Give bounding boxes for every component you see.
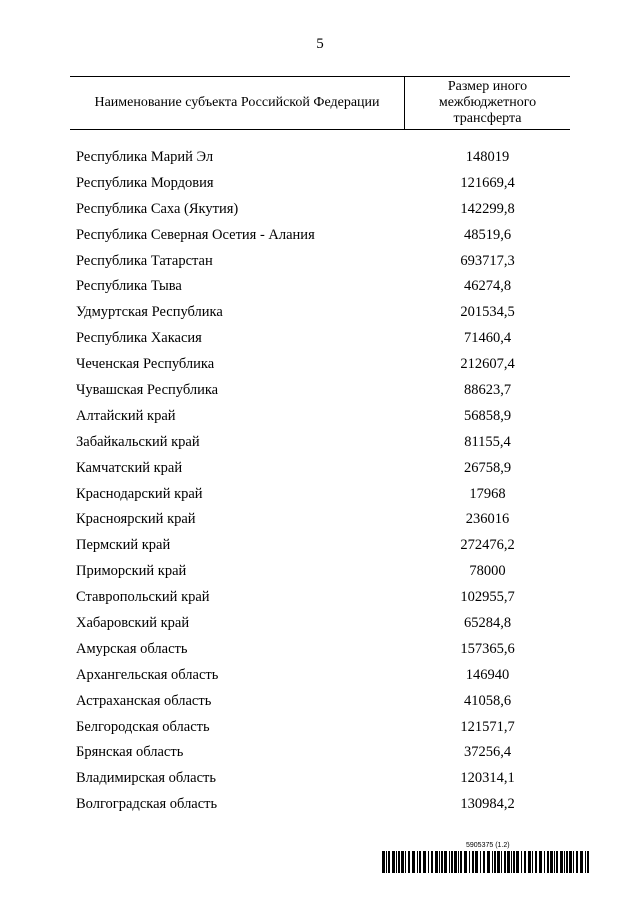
transfer-amount-cell: 41058,6 bbox=[463, 692, 512, 709]
barcode-bar bbox=[439, 851, 440, 873]
transfer-amount-cell: 88623,7 bbox=[463, 382, 512, 399]
transfer-amount-cell: 142299,8 bbox=[460, 200, 515, 217]
transfer-amount-cell: 48519,6 bbox=[463, 226, 512, 243]
table-row bbox=[0, 739, 640, 765]
barcode-bar bbox=[580, 851, 583, 873]
barcode-bar bbox=[458, 851, 459, 873]
subject-name-cell: Камчатский край bbox=[76, 459, 183, 476]
table-row bbox=[0, 610, 640, 636]
subject-name-cell: Республика Татарстан bbox=[76, 252, 213, 269]
transfer-amount-cell: 26758,9 bbox=[463, 459, 512, 476]
subject-name-cell: Белгородская область bbox=[76, 718, 210, 735]
barcode-bar bbox=[516, 851, 519, 873]
subject-name-cell: Чувашская Республика bbox=[76, 382, 219, 399]
transfer-amount-cell: 201534,5 bbox=[460, 304, 515, 321]
transfer-amount-cell: 81155,4 bbox=[464, 433, 511, 450]
subject-name-cell: Пермский край bbox=[76, 537, 171, 554]
barcode-bar bbox=[382, 851, 385, 873]
barcode-bar bbox=[576, 851, 578, 873]
table-row bbox=[0, 377, 640, 403]
barcode-bar bbox=[408, 851, 410, 873]
table-row bbox=[0, 688, 640, 714]
subject-name-cell: Волгоградская область bbox=[76, 796, 218, 813]
barcode-icon bbox=[382, 851, 592, 873]
table-body bbox=[0, 144, 640, 817]
barcode-bar bbox=[521, 851, 522, 873]
barcode-bar bbox=[554, 851, 555, 873]
subject-name-cell: Республика Хакасия bbox=[76, 330, 202, 347]
table-row bbox=[0, 558, 640, 584]
barcode-bar bbox=[392, 851, 395, 873]
barcode-bar bbox=[419, 851, 421, 873]
barcode-bar bbox=[451, 851, 453, 873]
transfer-amount-cell: 121571,7 bbox=[460, 718, 515, 735]
barcode-label: 5905375 (1.2) bbox=[466, 842, 510, 849]
subject-name-cell: Приморский край bbox=[76, 563, 187, 580]
table-row bbox=[0, 273, 640, 299]
barcode-bar bbox=[494, 851, 496, 873]
subject-name-cell: Владимирская область bbox=[76, 770, 216, 787]
subject-name-cell: Хабаровский край bbox=[76, 615, 190, 632]
transfer-amount-cell: 71460,4 bbox=[463, 330, 512, 347]
barcode-bar bbox=[556, 851, 558, 873]
barcode-bar bbox=[423, 851, 426, 873]
barcode-bar bbox=[511, 851, 512, 873]
subject-name-cell: Республика Марий Эл bbox=[76, 149, 214, 165]
table-row bbox=[0, 248, 640, 274]
barcode-bar bbox=[524, 851, 526, 873]
barcode-bar bbox=[544, 851, 545, 873]
barcode-bar bbox=[564, 851, 565, 873]
subject-name-cell: Республика Тыва bbox=[76, 278, 182, 295]
table-row bbox=[0, 765, 640, 791]
barcode-bar bbox=[428, 851, 429, 873]
subject-name-cell: Республика Северная Осетия - Алания bbox=[76, 226, 315, 243]
barcode-bar bbox=[513, 851, 515, 873]
subject-name-cell: Забайкальский край bbox=[76, 433, 200, 450]
subject-name-cell: Астраханская область bbox=[76, 692, 212, 709]
subject-name-cell: Краснодарский край bbox=[76, 485, 203, 502]
transfer-amount-cell: 272476,2 bbox=[460, 537, 515, 554]
table-row bbox=[0, 170, 640, 196]
barcode-bar bbox=[547, 851, 549, 873]
barcode-bar bbox=[431, 851, 433, 873]
table-row bbox=[0, 584, 640, 610]
barcode-bar bbox=[401, 851, 404, 873]
column-header-transfer-amount: Размер иного межбюджетного трансферта bbox=[438, 78, 537, 126]
barcode-bar bbox=[441, 851, 443, 873]
table-row bbox=[0, 429, 640, 455]
transfer-amount-cell: 157365,6 bbox=[460, 640, 515, 657]
table-row bbox=[0, 532, 640, 558]
page-number: 5 bbox=[316, 36, 324, 52]
subject-name-cell: Удмуртская Республика bbox=[76, 304, 223, 321]
transfer-amount-cell: 37256,4 bbox=[463, 744, 512, 761]
barcode-bar bbox=[587, 851, 589, 873]
transfer-amount-cell: 693717,3 bbox=[460, 252, 515, 269]
table-row bbox=[0, 506, 640, 532]
subject-name-cell: Архангельская область bbox=[76, 666, 219, 683]
table-row bbox=[0, 403, 640, 429]
barcode-bar bbox=[504, 851, 506, 873]
table-row bbox=[0, 222, 640, 248]
barcode-bar bbox=[454, 851, 457, 873]
subject-name-cell: Брянская область bbox=[76, 744, 184, 761]
barcode-bar bbox=[585, 851, 586, 873]
barcode-bar bbox=[497, 851, 500, 873]
subject-name-cell: Республика Саха (Якутия) bbox=[76, 200, 239, 217]
barcode-bar bbox=[501, 851, 502, 873]
barcode-bar bbox=[560, 851, 563, 873]
table-row bbox=[0, 325, 640, 351]
transfer-amount-cell: 102955,7 bbox=[460, 589, 515, 606]
table-row bbox=[0, 791, 640, 817]
barcode-bar bbox=[569, 851, 572, 873]
barcode-bar bbox=[539, 851, 542, 873]
barcode-bar bbox=[449, 851, 450, 873]
table-row bbox=[0, 299, 640, 325]
subject-name-cell: Ставропольский край bbox=[76, 589, 210, 606]
transfer-amount-cell: 120314,1 bbox=[460, 770, 515, 787]
transfer-amount-cell: 121669,4 bbox=[460, 174, 515, 191]
transfer-amount-cell: 46274,8 bbox=[463, 278, 512, 295]
table-row bbox=[0, 196, 640, 222]
table-row bbox=[0, 481, 640, 507]
subject-name-cell: Чеченская Республика bbox=[76, 356, 215, 373]
transfer-amount-cell: 146940 bbox=[465, 666, 510, 683]
barcode-bar bbox=[550, 851, 553, 873]
barcode-bar bbox=[412, 851, 415, 873]
barcode-bar bbox=[532, 851, 533, 873]
barcode-bar bbox=[475, 851, 478, 873]
barcode-bar bbox=[480, 851, 481, 873]
table-row bbox=[0, 351, 640, 377]
barcode-bar bbox=[492, 851, 493, 873]
barcode-bar bbox=[460, 851, 462, 873]
transfer-amount-cell: 17968 bbox=[469, 485, 506, 502]
column-header-subject-name: Наименование субъекта Российской Федерации bbox=[94, 94, 380, 110]
barcode-bar bbox=[464, 851, 467, 873]
barcode-bar bbox=[417, 851, 418, 873]
barcode-bar bbox=[472, 851, 474, 873]
subject-name-cell: Красноярский край bbox=[76, 511, 196, 528]
barcode-bar bbox=[396, 851, 397, 873]
barcode-bar bbox=[528, 851, 531, 873]
barcode-bar bbox=[535, 851, 537, 873]
barcode-bar bbox=[435, 851, 438, 873]
barcode-bar bbox=[566, 851, 568, 873]
barcode-bar bbox=[444, 851, 447, 873]
barcode-bar bbox=[573, 851, 574, 873]
transfer-amount-cell: 212607,4 bbox=[460, 356, 515, 373]
transfer-amount-cell: 56858,9 bbox=[463, 407, 512, 424]
subject-name-cell: Алтайский край bbox=[76, 407, 176, 424]
transfer-amount-cell: 148019 bbox=[465, 149, 510, 165]
transfer-amount-cell: 130984,2 bbox=[460, 796, 515, 813]
table-row bbox=[0, 144, 640, 170]
barcode-bar bbox=[388, 851, 390, 873]
transfer-amount-cell: 78000 bbox=[469, 563, 506, 580]
barcode-bar bbox=[405, 851, 406, 873]
table-row bbox=[0, 662, 640, 688]
barcode-bar bbox=[398, 851, 400, 873]
transfer-amount-cell: 236016 bbox=[465, 511, 510, 528]
barcode-bar bbox=[483, 851, 485, 873]
barcode-bar bbox=[507, 851, 510, 873]
table-row bbox=[0, 636, 640, 662]
table-row bbox=[0, 714, 640, 740]
subject-name-cell: Республика Мордовия bbox=[76, 174, 214, 191]
barcode-bar bbox=[386, 851, 387, 873]
barcode-bar bbox=[487, 851, 490, 873]
table-row bbox=[0, 455, 640, 481]
barcode-bar bbox=[469, 851, 470, 873]
transfer-amount-cell: 65284,8 bbox=[463, 615, 512, 632]
table-header-rule bbox=[70, 129, 570, 130]
subject-name-cell: Амурская область bbox=[76, 640, 188, 657]
